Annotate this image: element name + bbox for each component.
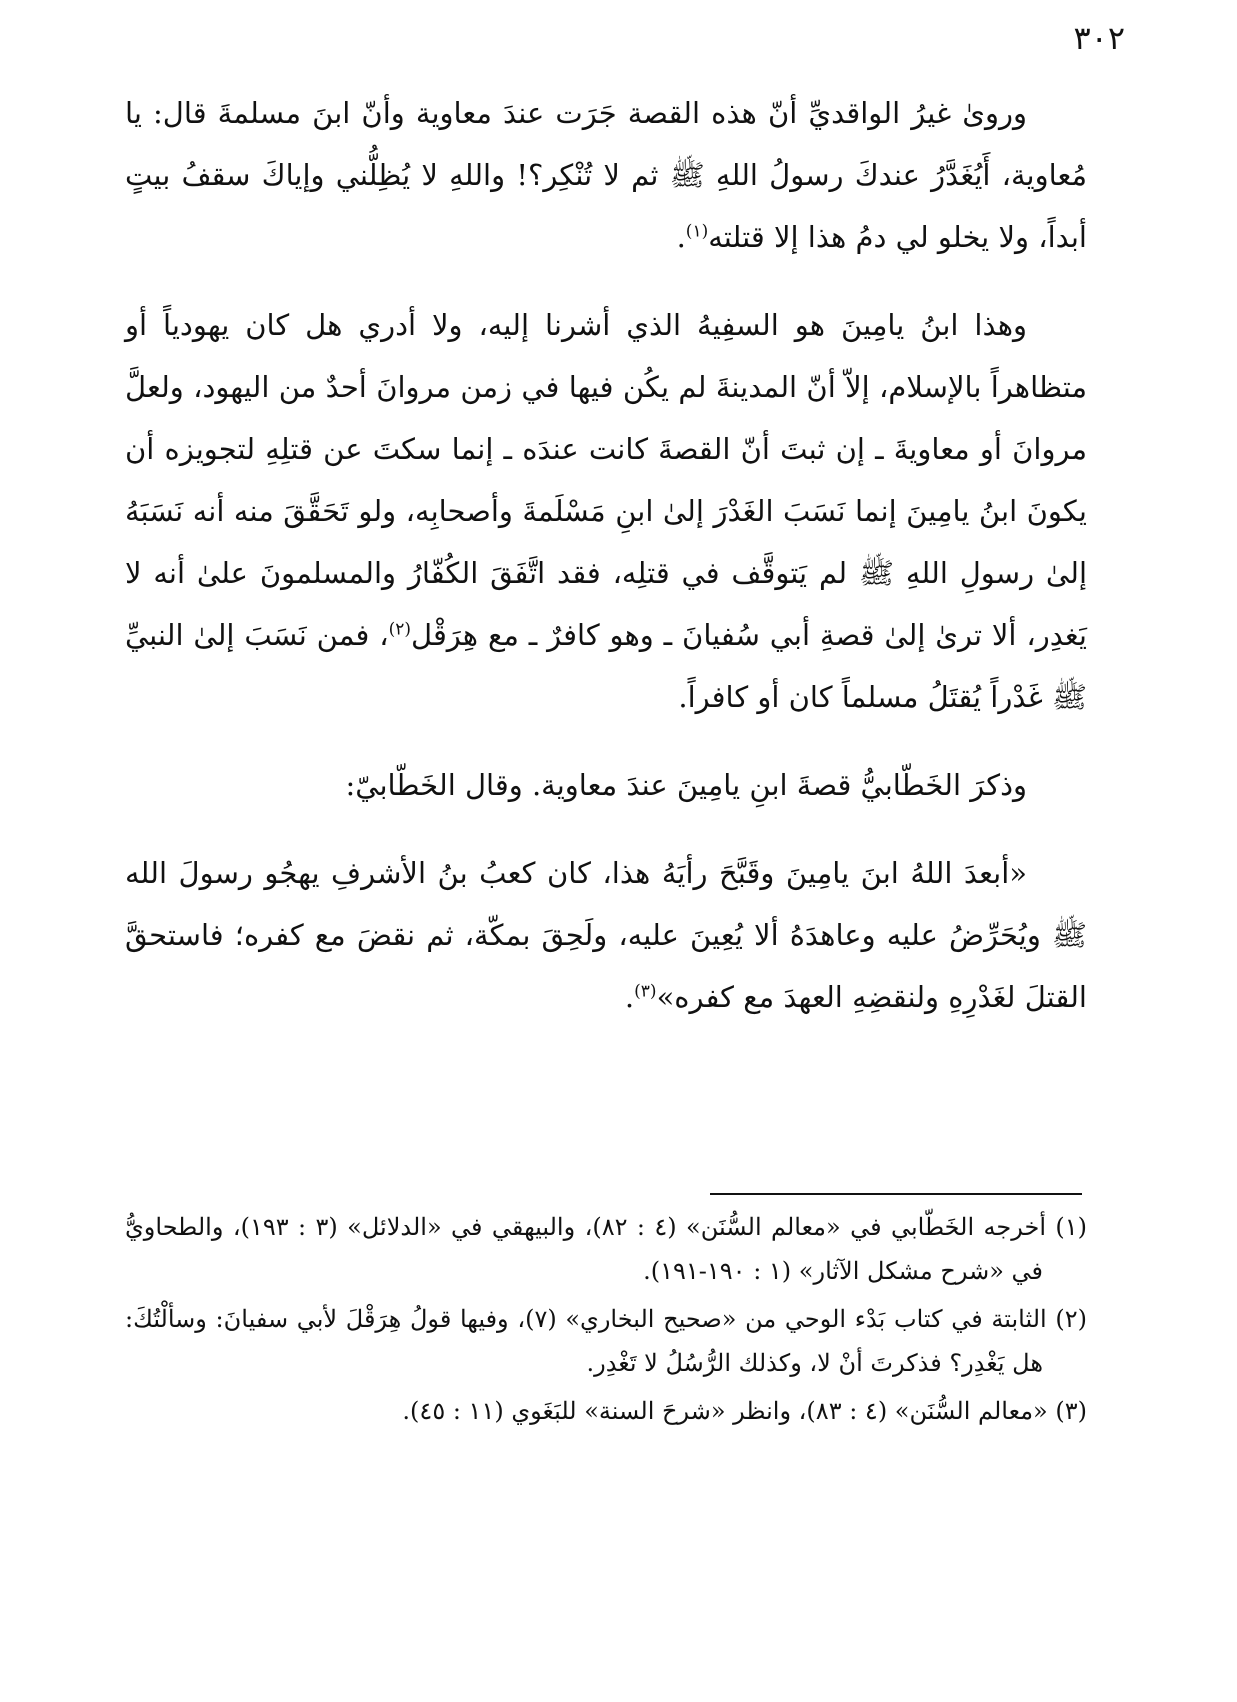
paragraph-2 [125,294,1087,728]
footnote-1: (١) أخرجه الخَطّابي في «معالم السُّنَن» (٤ : ٨٢)، والبيهقي في «الدلائل» (٣ : ١٩٣)، والطحاويُّ في «شرح مشكل الآثار» (١ : ١٩٠-١٩١). [125,1213,1088,1285]
footnote-ref-2[interactable]: (٢) [388,619,411,640]
paragraph-4-quote [125,842,1087,1028]
footnotes [125,1205,1087,1433]
paragraph-1-text: وروىٰ غيرُ الواقديِّ أنّ هذه القصة جَرَت عندَ معاوية وأنّ ابنَ مسلمةَ قال: يا مُعاوية، أَيُغَدَّرُ عندكَ رسولُ اللهِ ﷺ ثم لا تُنْكِر؟! واللهِ لا يُظِلُّني وإياكَ سقفُ بيتٍ أبداً، ولا يخلو لي دمُ هذا إلا قتلته [125,96,1087,254]
footnote-3: (٣) «معالم السُّنَن» (٤ : ٨٣)، وانظر «شرحَ السنة» للبَغَوي (١١ : ٤٥). [402,1397,1087,1425]
paragraph-4-end: . [624,980,635,1014]
paragraph-1 [125,82,1087,268]
paragraph-4-text: «أبعدَ اللهُ ابنَ يامِينَ وقَبَّحَ رأيَهُ هذا، كان كعبُ بنُ الأشرفِ يهجُو رسولَ الله ﷺ ويُحَرِّضُ عليه وعاهدَهُ ألا يُعِينَ عليه، ولَحِقَ بمكّة، ثم نقضَ مع كفره؛ فاستحقَّ القتلَ لغَدْرِهِ ولنقضِهِ العهدَ مع كفره» [125,856,1087,1014]
paragraph-2-text: وهذا ابنُ يامِينَ هو السفِيهُ الذي أشرنا إليه، ولا أدري هل كان يهودياً أو متظاهراً بالإسلام، إلاّ أنّ المدينةَ لم يكُن فيها في زمن مروانَ أحدٌ من اليهود، ولعلَّ مروانَ أو معاويةَ ـ إن ثبتَ أنّ القصةَ كانت عندَه ـ إنما سكتَ عن قتلِهِ لتجويزه أن يكونَ ابنُ يامِينَ إنما نَسَبَ الغَدْرَ إلىٰ ابنِ مَسْلَمةَ وأصحابِه، ولو تَحَقَّقَ منه أنه نَسَبَهُ إلىٰ رسولِ اللهِ ﷺ لم يَتوقَّف في قتلِه، فقد اتَّفَقَ الكُفّارُ والمسلمونَ علىٰ أنه لا يَغدِر، ألا ترىٰ إلىٰ قصةِ أبي سُفيانَ ـ وهو كافرٌ ـ مع هِرَقْل [125,308,1087,652]
footnote-divider [710,1193,1082,1195]
main-text [125,82,1087,1028]
paragraph-1-end: . [676,220,686,254]
paragraph-2-end: ، فمن نَسَبَ إلىٰ النبيِّ ﷺ غَدْراً يُقتَلُ مسلماً كان أو كافراً. [125,618,1087,714]
footnote-ref-1[interactable]: (١) [685,221,709,242]
footnote-2: (٢) الثابتة في كتاب بَدْء الوحي من «صحيح البخاري» (٧)، وفيها قولُ هِرَقْلَ لأبي سفيانَ: وسألْتُكَ: هل يَغْدِر؟ فذكرتَ أنْ لا، وكذلك الرُّسُلُ لا تَغْدِر. [125,1305,1088,1377]
paragraph-3-text: وذكرَ الخَطّابيُّ قصةَ ابنِ يامِينَ عندَ معاوية. وقال الخَطّابيّ: [345,768,1027,802]
paragraph-3 [125,754,1087,816]
footnote-ref-3[interactable]: (٣) [634,981,657,1002]
page-number: ٣٠٢ [1073,19,1125,57]
